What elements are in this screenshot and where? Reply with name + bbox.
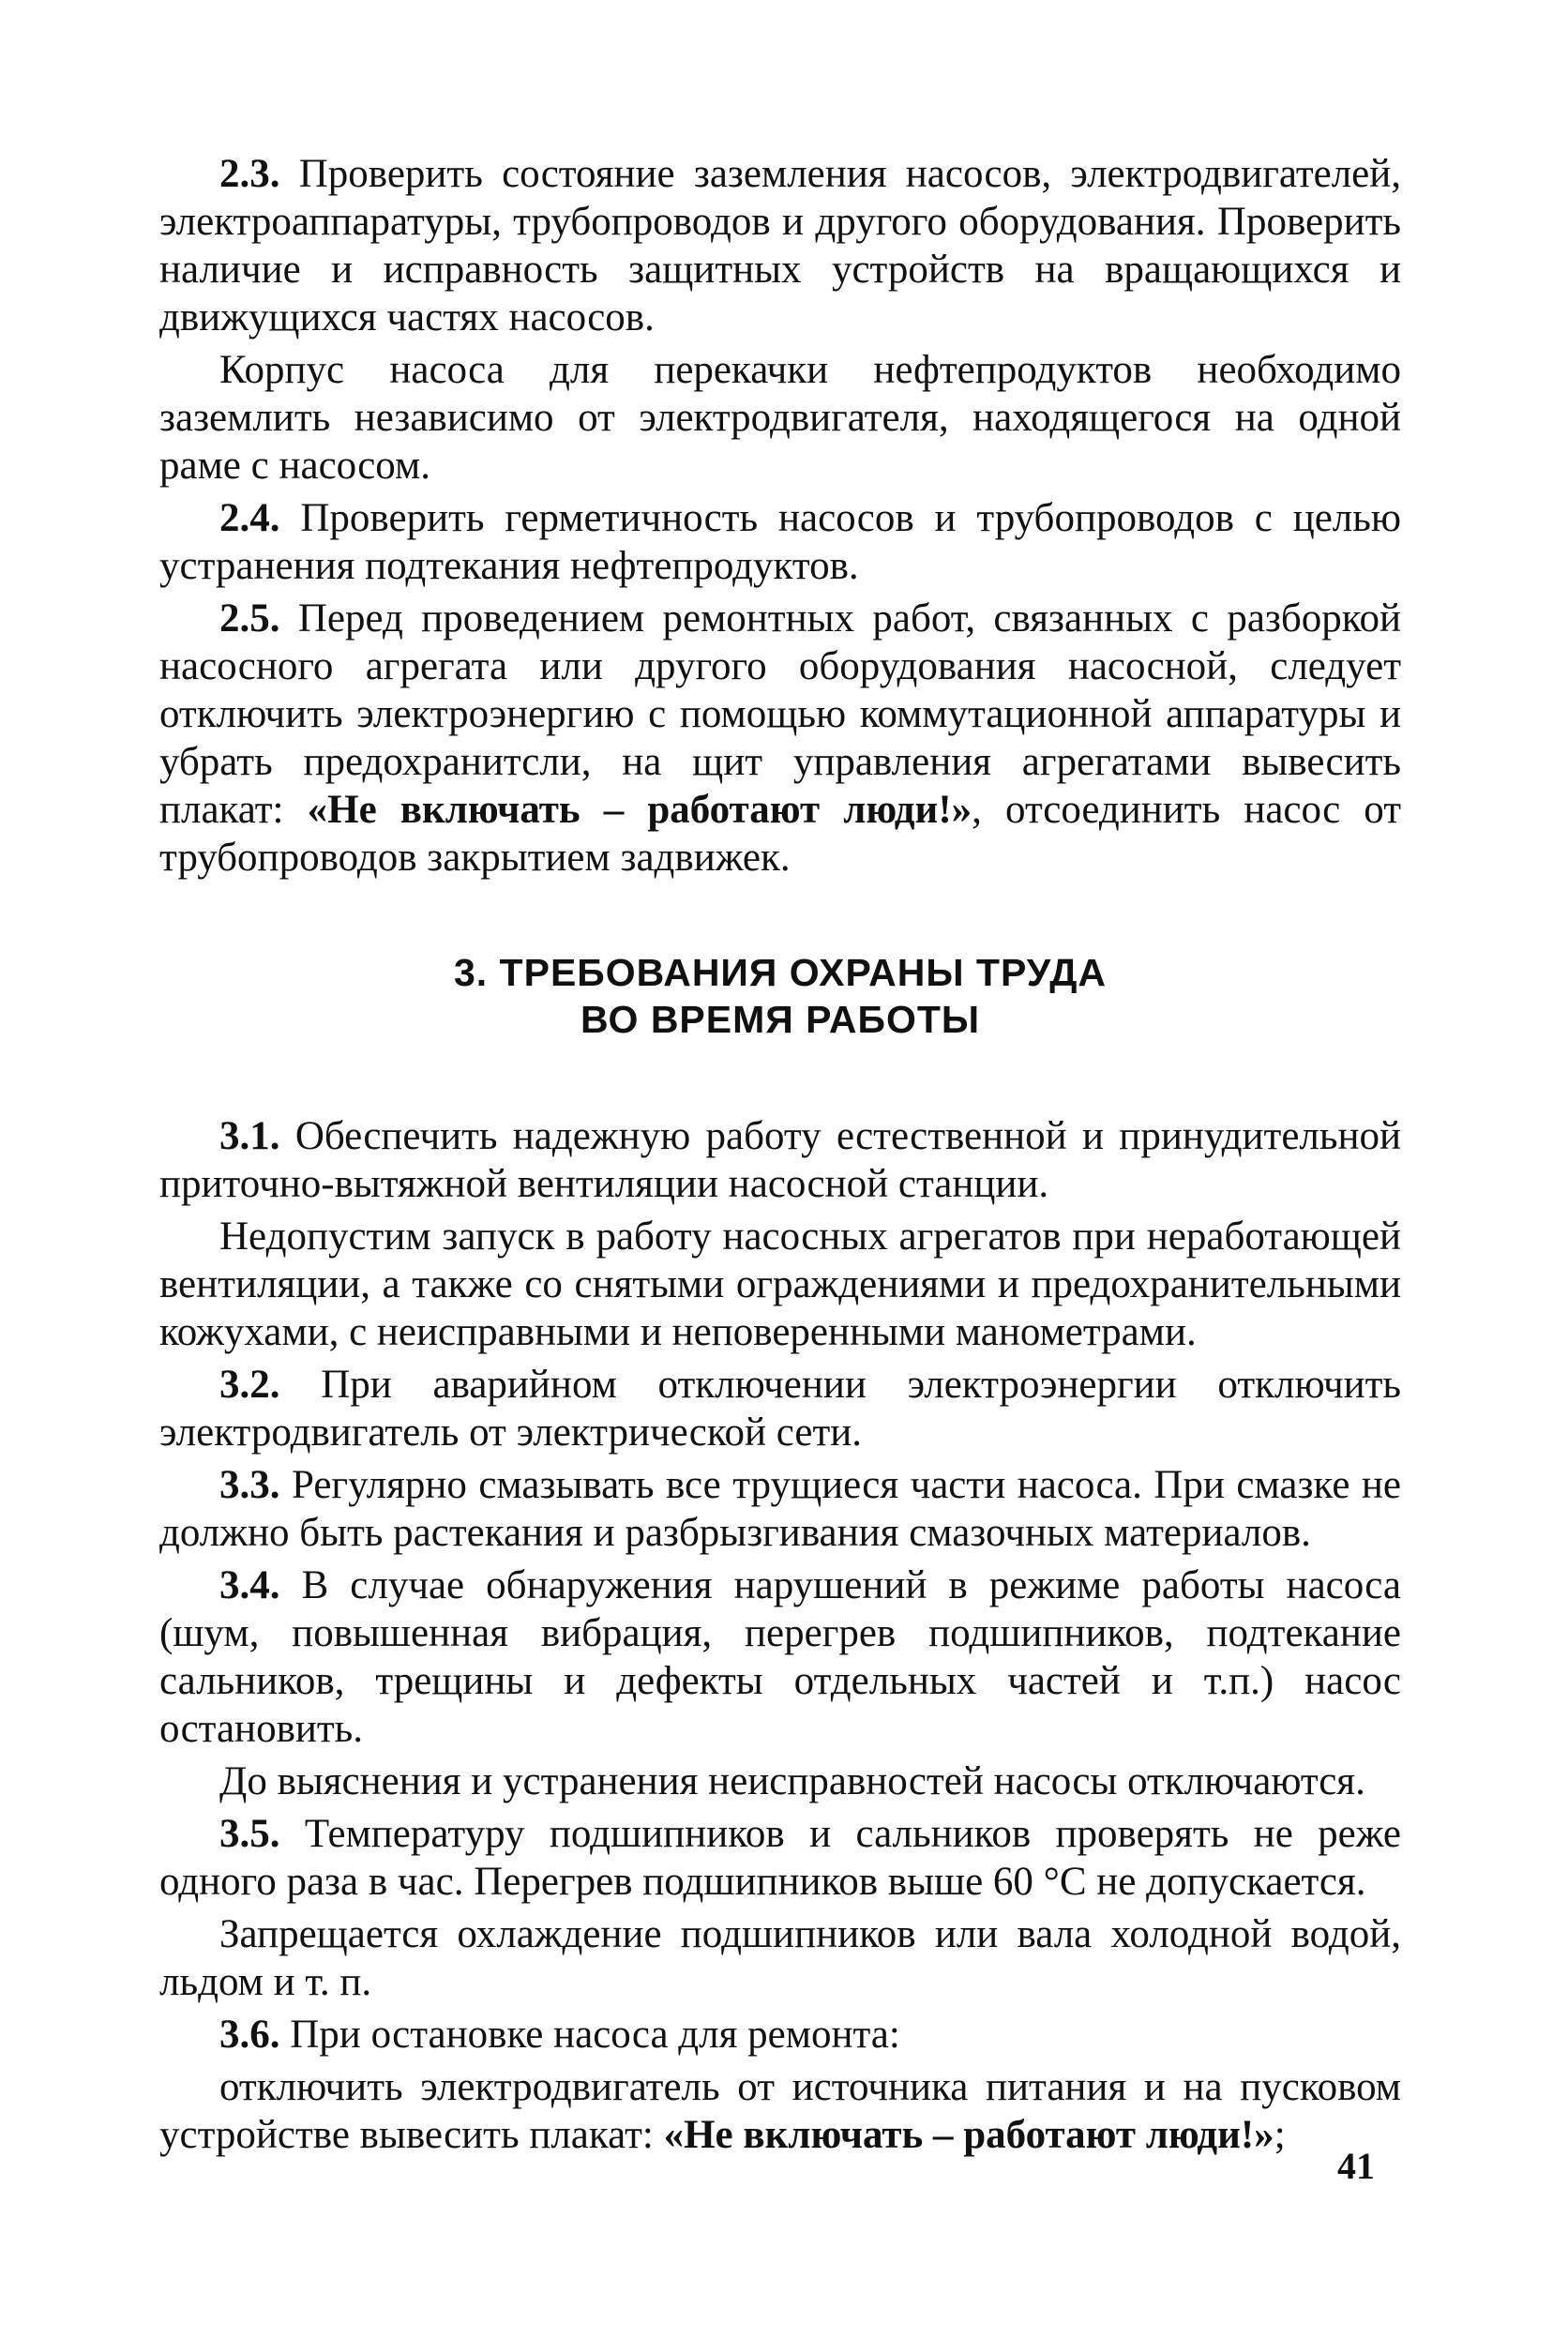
- clause-text-end: ;: [1274, 2113, 1286, 2157]
- warning-poster-text: «Не включать – работают люди!»: [307, 788, 972, 832]
- clause-text: Регулярно смазывать все трущиеся части насоса. При смазке не должно быть растекания и разбрызгивания смазочных материалов.: [159, 1463, 1402, 1555]
- paragraph-2-3: [159, 150, 1401, 341]
- clause-number: 3.1.: [219, 1114, 280, 1158]
- section-heading-line-1: 3. ТРЕБОВАНИЯ ОХРАНЫ ТРУДА: [453, 951, 1108, 994]
- clause-text: Недопустим запуск в работу насосных агрегатов при неработающей вентиляции, а также со снятыми ограждениями и предохранительными кожухами, с неисправными и неповеренными манометрами.: [159, 1214, 1401, 1354]
- clause-text: Перед проведением ремонтных работ, связанных с разборкой насосного агрегата или другого оборудования насосной, следует отключить электроэнергию с помощью коммутационной аппаратуры и убрать предохранитсли, на щит управления агрегатами вывесить плакат:: [159, 596, 1402, 832]
- document-page: [159, 150, 1401, 2164]
- clause-text: Корпус насоса для перекачки нефтепродуктов необходимо заземлить независимо от электродвигателя, находящегося на одной раме с насосом.: [159, 348, 1401, 488]
- paragraph-3-6-continued: [159, 2063, 1401, 2159]
- paragraph-3-1-continued: [159, 1213, 1401, 1356]
- clause-number: 3.3.: [219, 1463, 280, 1507]
- clause-number: 3.6.: [219, 2013, 280, 2057]
- paragraph-3-1: [159, 1112, 1401, 1208]
- section-heading-line-2: ВО ВРЕМЯ РАБОТЫ: [580, 998, 981, 1041]
- paragraph-2-3-continued: [159, 346, 1401, 490]
- clause-text: При аварийном отключении электроэнергии отключить электродвигатель от электрической сети.: [159, 1363, 1401, 1455]
- clause-text: Проверить состояние заземления насосов, электродвигателей, электроаппаратуры, трубопроводов и другого оборудования. Проверить наличие и исправность защитных устройств на вращающихся и движущихся частях насосов.: [159, 152, 1401, 339]
- clause-text: Температуру подшипников и сальников проверять не реже одного раза в час. Перегрев подшипников выше 60 °С не допускается.: [159, 1812, 1401, 1904]
- section-heading: [159, 949, 1401, 1043]
- paragraph-2-5: [159, 595, 1401, 882]
- clause-number: 2.5.: [219, 596, 280, 641]
- warning-poster-text: «Не включать – работают люди!»: [663, 2113, 1274, 2157]
- paragraph-3-3: [159, 1461, 1401, 1557]
- paragraph-3-5-continued: [159, 1910, 1401, 2006]
- clause-number: 3.2.: [219, 1363, 280, 1407]
- paragraph-3-4: [159, 1561, 1401, 1753]
- paragraph-2-4: [159, 494, 1401, 590]
- clause-text-end: , отсоединить насос от трубопроводов закрытием задвижек.: [159, 788, 1401, 880]
- clause-number: 3.5.: [219, 1812, 280, 1856]
- clause-number: 2.4.: [219, 496, 280, 540]
- clause-text: отключить электродвигатель от источника питания и на пусковом устройстве вывесить плакат:: [159, 2065, 1401, 2157]
- clause-text: До выяснения и устранения неисправностей насосы отключаются.: [219, 1759, 1365, 1803]
- paragraph-3-5: [159, 1810, 1401, 1906]
- paragraph-3-6: [159, 2011, 1401, 2059]
- paragraph-3-2: [159, 1361, 1401, 1456]
- page-number: 41: [1337, 2145, 1375, 2187]
- clause-text: Проверить герметичность насосов и трубопроводов с целью устранения подтекания нефтепродуктов.: [159, 496, 1402, 588]
- paragraph-3-4-continued: [159, 1757, 1401, 1805]
- clause-number: 3.4.: [219, 1563, 280, 1607]
- clause-text: В случае обнаружения нарушений в режиме работы насоса (шум, повышенная вибрация, перегрев подшипников, подтекание сальников, трещины и дефекты отдельных частей и т.п.) насос остановить.: [159, 1563, 1402, 1751]
- clause-text: Обеспечить надежную работу естественной и принудительной приточно-вытяжной вентиляции насосной станции.: [159, 1114, 1401, 1206]
- clause-text: При остановке насоса для ремонта:: [290, 2013, 900, 2057]
- clause-number: 2.3.: [219, 152, 280, 196]
- clause-text: Запрещается охлаждение подшипников или вала холодной водой, льдом и т. п.: [159, 1912, 1401, 2004]
